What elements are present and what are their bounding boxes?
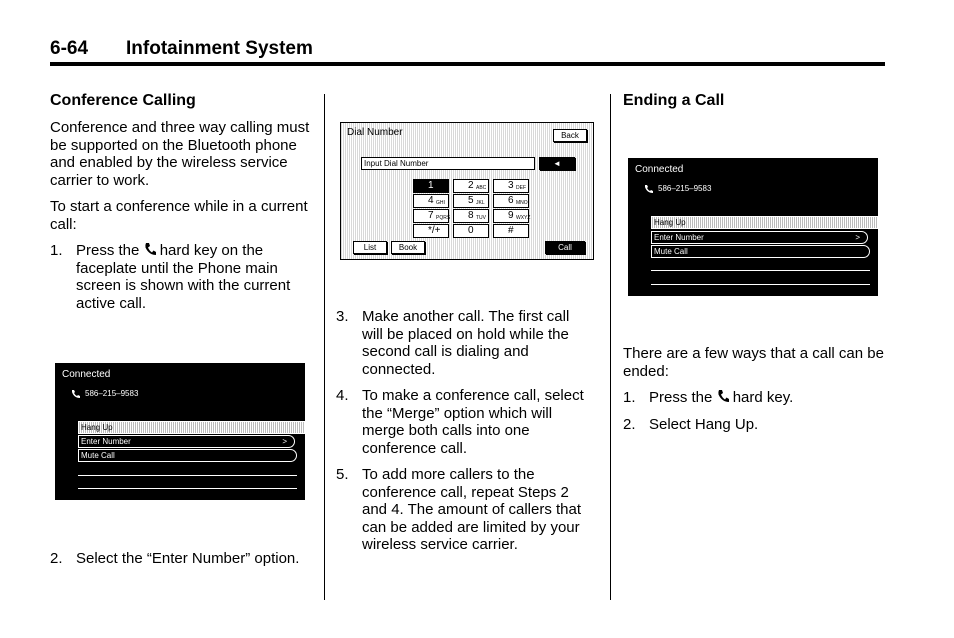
- list-item: [623, 416, 885, 434]
- paragraph: Conference and three way calling must be supported on the Bluetooth phone and enabled by the wireless service carrier to work.: [50, 119, 310, 189]
- left-column: [50, 91, 312, 321]
- enter-number-option[interactable]: [651, 231, 868, 244]
- step-text: hard key.: [732, 389, 794, 406]
- list-item: [50, 550, 312, 568]
- key-digit: 7: [428, 210, 434, 221]
- phone-icon: [717, 389, 729, 403]
- call-status: Connected: [62, 369, 111, 380]
- key-letters: JKL: [476, 200, 485, 206]
- empty-option-line: [78, 475, 297, 476]
- key-letters: WXYZ: [516, 215, 531, 221]
- keypad-key[interactable]: [453, 209, 489, 223]
- left-column-bottom: [50, 550, 312, 577]
- key-letters: MNO: [516, 200, 528, 206]
- mute-call-option[interactable]: [651, 245, 870, 258]
- option-label: Enter Number: [81, 437, 131, 446]
- empty-option-line: [78, 488, 297, 489]
- key-digit: 1: [428, 180, 434, 191]
- key-digit: 2: [468, 180, 474, 191]
- step-text: Select the “Enter Number” option.: [76, 550, 300, 567]
- heading-ending-a-call: Ending a Call: [623, 92, 725, 109]
- dial-number-screen: [340, 122, 594, 260]
- key-letters: DEF: [516, 185, 526, 191]
- phone-number-text: 586–215–9583: [85, 389, 139, 398]
- keypad-key[interactable]: [493, 179, 529, 193]
- list-item: [623, 389, 885, 407]
- option-label: Mute Call: [81, 451, 115, 460]
- chevron-right-icon: >: [855, 233, 860, 242]
- call-status: Connected: [635, 164, 684, 175]
- paragraph: There are a few ways that a call can be ended:: [623, 345, 884, 380]
- section-title: Infotainment System: [126, 38, 313, 59]
- key-digit: */+: [428, 225, 441, 236]
- step-number: 1.: [623, 389, 636, 406]
- keypad-key[interactable]: [453, 224, 489, 238]
- key-digit: 6: [508, 195, 514, 206]
- step-number: 1.: [50, 242, 63, 259]
- step-text: Press the: [76, 242, 140, 259]
- step-text: hard key on the faceplate until the Phone main screen is shown with the current active call.: [76, 242, 291, 312]
- key-letters: PQRS: [436, 215, 451, 221]
- key-digit: 8: [468, 210, 474, 221]
- key-digit: 0: [468, 225, 474, 236]
- active-call-icon: [71, 389, 82, 398]
- call-button[interactable]: Call: [545, 241, 585, 254]
- option-label: Enter Number: [654, 233, 704, 242]
- dial-title: Dial Number: [347, 127, 403, 138]
- step-number: 5.: [336, 466, 349, 483]
- step-text: To add more callers to the conference call, repeat Steps 2 and 4. The amount of callers that can be added are limited by your wireless service carrier.: [362, 466, 582, 553]
- option-label: Hang Up: [81, 423, 113, 432]
- phone-main-screen: [628, 158, 878, 296]
- empty-option-line: [651, 284, 870, 285]
- empty-option-line: [651, 270, 870, 271]
- key-letters: ABC: [476, 185, 487, 191]
- key-digit: 9: [508, 210, 514, 221]
- keypad-key[interactable]: [453, 194, 489, 208]
- paragraph: To start a conference while in a current call:: [50, 198, 308, 233]
- step-number: 3.: [336, 308, 349, 325]
- step-text: To make a conference call, select the “Merge” option which will merge both calls into one conference call.: [362, 387, 584, 457]
- phone-main-screen: [55, 363, 305, 500]
- key-letters: TUV: [476, 215, 486, 221]
- keypad-key[interactable]: [493, 209, 529, 223]
- enter-number-option[interactable]: [78, 435, 295, 448]
- option-label: Mute Call: [654, 247, 688, 256]
- list-item: [336, 466, 588, 554]
- list-item: [336, 308, 588, 378]
- hang-up-option[interactable]: [651, 216, 878, 229]
- step-number: 2.: [623, 415, 636, 433]
- keypad-key[interactable]: [413, 209, 449, 223]
- chevron-right-icon: >: [282, 437, 287, 446]
- keypad-key[interactable]: [493, 194, 529, 208]
- key-digit: 4: [428, 195, 434, 206]
- header-rule: [50, 62, 885, 66]
- phone-number: [71, 389, 138, 398]
- list-button[interactable]: List: [353, 241, 387, 254]
- key-digit: #: [508, 225, 514, 236]
- back-button[interactable]: Back: [553, 129, 587, 142]
- keypad-key[interactable]: [413, 224, 449, 238]
- key-digit: 3: [508, 180, 514, 191]
- option-label: Hang Up: [654, 218, 686, 227]
- step-number: 2.: [50, 550, 63, 567]
- step-text: Select Hang Up.: [649, 415, 759, 433]
- phone-number-text: 586–215–9583: [658, 184, 712, 193]
- phone-icon: [144, 242, 156, 256]
- active-call-icon: [644, 184, 655, 193]
- input-label: Input Dial Number: [364, 159, 429, 168]
- backspace-button[interactable]: ◄: [539, 157, 575, 170]
- hang-up-option[interactable]: [78, 421, 305, 434]
- right-column: [623, 91, 885, 119]
- mute-call-option[interactable]: [78, 449, 297, 462]
- step-text: Make another call. The first call will be placed on hold while the second call is dialing and connected.: [362, 308, 570, 378]
- key-letters: GHI: [436, 200, 445, 206]
- list-item: [336, 387, 588, 457]
- page-header: [50, 38, 313, 60]
- column-divider: [324, 94, 325, 600]
- step-text: Press the: [649, 389, 713, 406]
- middle-column: [336, 308, 588, 563]
- keypad-key[interactable]: [493, 224, 529, 238]
- dial-number-input[interactable]: [361, 157, 535, 170]
- keypad-key[interactable]: [413, 179, 449, 193]
- keypad-key[interactable]: [453, 179, 489, 193]
- key-digit: 5: [468, 195, 474, 206]
- phone-number: [644, 184, 711, 193]
- column-divider: [610, 94, 611, 600]
- page-number: 6-64: [50, 38, 89, 59]
- keypad-key[interactable]: [413, 194, 449, 208]
- list-item: [50, 242, 312, 312]
- book-button[interactable]: Book: [391, 241, 425, 254]
- right-column-bottom: [623, 345, 885, 442]
- heading-conference-calling: Conference Calling: [50, 92, 196, 109]
- step-number: 4.: [336, 387, 349, 404]
